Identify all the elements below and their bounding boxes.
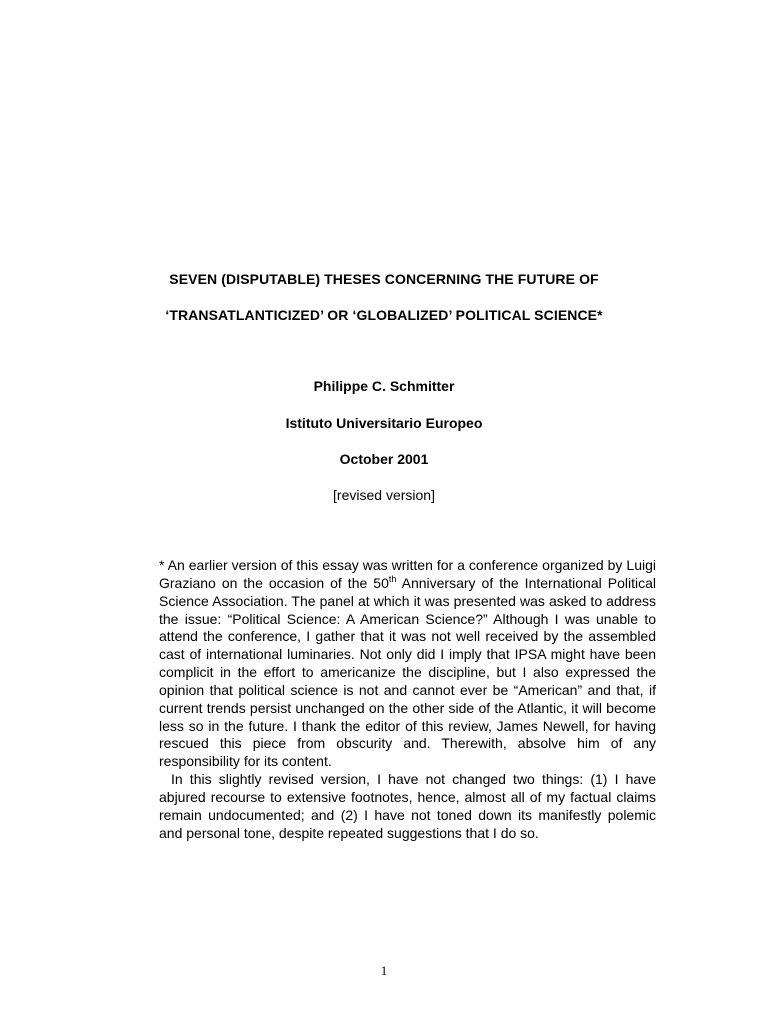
footnote-paragraph-1 bbox=[159, 557, 656, 771]
author-name: Philippe C. Schmitter bbox=[313, 378, 455, 394]
footnote-paragraph-2: In this slightly revised version, I have not changed two things: (1) I have abjured recourse to extensive footnotes, hence, almost all of my factual claims remain undocumented; and (2) I have not toned down its manifestly polemic and personal tone, despite repeated suggestions that I do so. bbox=[159, 771, 656, 841]
ordinal-superscript: th bbox=[388, 573, 397, 584]
footnote bbox=[159, 557, 656, 843]
author-affiliation: Istituto Universitario Europeo bbox=[285, 415, 483, 431]
revision-note: [revised version] bbox=[333, 487, 435, 503]
document-date: October 2001 bbox=[339, 451, 429, 467]
footnote-text-part-1: * An earlier version of this essay was written for a conference organized by Luigi Graziano on the occasion of the 50 bbox=[159, 557, 656, 591]
title-line-2: ‘TRANSATLANTICIZED’ OR ‘GLOBALIZED’ POLITICAL SCIENCE* bbox=[165, 307, 603, 323]
footnote-text-part-2: Anniversary of the International Political Science Association. The panel at which it was presented was asked to address the issue: “Political Science: A American Science?” Although I was unable to attend the conference, I gather that it was not well received by the assembled cast of international luminaries. Not only did I imply that IPSA might have been complicit in the effort to americanize the discipline, but I also expressed the opinion that political science is not and cannot ever be “American” and that, if current trends persist unchanged on the other side of the Atlantic, it will become less so in the future. I thank the editor of this review, James Newell, for having rescued this piece from obscurity and. Therewith, absolve him of any responsibility for its content. bbox=[159, 574, 656, 770]
title-line-1: SEVEN (DISPUTABLE) THESES CONCERNING THE FUTURE OF bbox=[169, 271, 599, 287]
page-number: 1 bbox=[380, 963, 388, 978]
